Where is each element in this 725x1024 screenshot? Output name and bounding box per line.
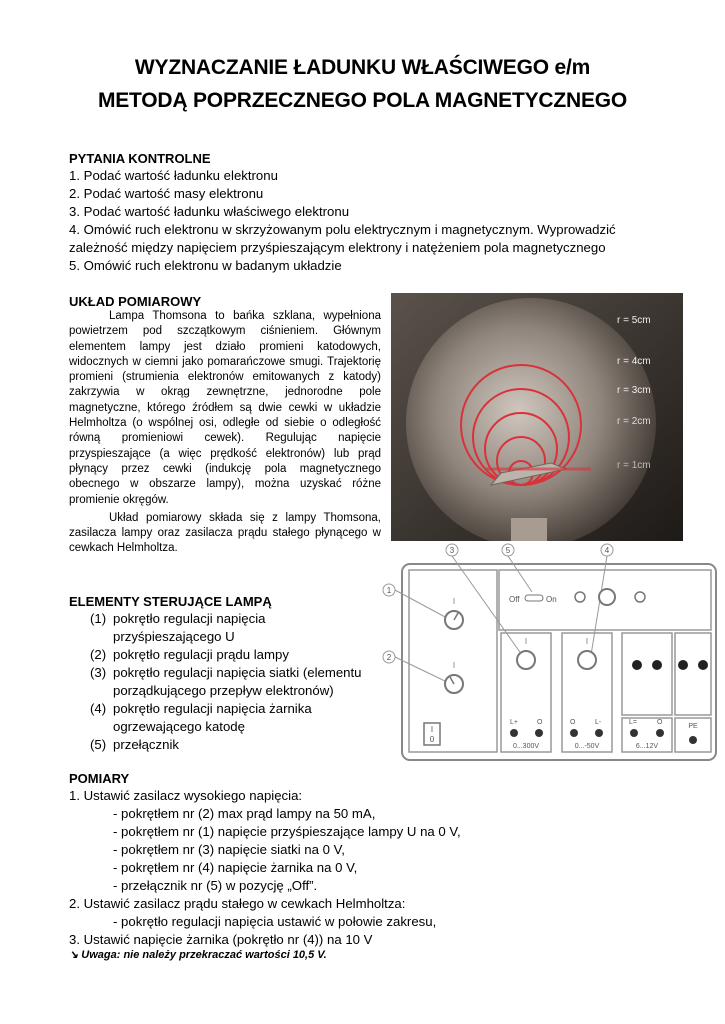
setup-paragraph-2: Układ pomiarowy składa się z lampy Thomsona, zasilacza lampy oraz zasilacza prądu stałego płynącego w cewkach Helmholtza. <box>69 511 381 555</box>
radius-label: r = 3cm <box>617 385 651 396</box>
terminal-socket[interactable] <box>535 729 543 737</box>
power-supply-panel-diagram <box>377 540 719 766</box>
socket[interactable] <box>698 660 708 670</box>
knob-4-mark: I <box>585 637 589 646</box>
warning-arrow-icon: ↘ <box>69 949 79 961</box>
measurement-line: - pokrętłem nr (3) napięcie siatki na 0 V, <box>113 842 345 857</box>
terminal-label: O <box>537 719 543 726</box>
terminal-socket[interactable] <box>510 729 518 737</box>
measurement-line: - pokrętło regulacji napięcia ustawić w połowie zakresu, <box>113 914 437 929</box>
switch-5-off-on[interactable] <box>525 595 543 601</box>
measurement-line: - pokrętłem nr (4) napięcie żarnika na 0 V, <box>113 860 358 875</box>
control-item-num: (2) <box>90 647 107 662</box>
callout-4-label: 4 <box>604 546 610 555</box>
terminal-socket[interactable] <box>595 729 603 737</box>
terminal-range: 0...-50V <box>574 743 600 750</box>
socket[interactable] <box>652 660 662 670</box>
measurement-line: 3. Ustawić napięcie żarnika (pokrętło nr (4)) na 10 V <box>69 932 373 947</box>
measurement-line: - przełącznik nr (5) w pozycję „Off”. <box>113 878 318 893</box>
controls-heading: ELEMENTY STERUJĄCE LAMPĄ <box>69 594 272 609</box>
radius-label: r = 2cm <box>617 416 651 427</box>
terminal-label: L- <box>595 719 602 726</box>
control-item-text: pokrętło regulacji napięcia żarnika <box>113 701 312 716</box>
knob-1-mark: I <box>452 597 456 606</box>
control-item-num: (4) <box>90 701 107 716</box>
terminal-socket[interactable] <box>570 729 578 737</box>
measurements-heading: POMIARY <box>69 771 130 786</box>
control-item-num: (1) <box>90 611 107 626</box>
control-item-text: porządkującego przepływ elektronów) <box>113 683 334 698</box>
control-item-num: (5) <box>90 737 107 752</box>
measurement-line: 1. Ustawić zasilacz wysokiego napięcia: <box>69 788 303 803</box>
socket[interactable] <box>678 660 688 670</box>
question-item: 2. Podać wartość masy elektronu <box>69 186 264 201</box>
question-item: 5. Omówić ruch elektronu w badanym układzie <box>69 258 342 273</box>
knob-2-mark: I <box>452 661 456 670</box>
terminal-range: 6...12V <box>635 743 659 750</box>
indicator-light <box>635 592 645 602</box>
question-item: 4. Omówić ruch elektronu w skrzyżowanym polu elektrycznym i magnetycznym. Wyprowadzić <box>69 222 616 237</box>
control-item-text: pokrętło regulacji napięcia siatki (elementu <box>113 665 362 680</box>
question-item: zależność między napięciem przyśpieszającym elektrony i natężeniem pola magnetycznego <box>69 240 606 255</box>
warning-note <box>69 948 327 961</box>
measurement-line: - pokrętłem nr (2) max prąd lampy na 50 mA, <box>113 806 376 821</box>
terminal-label: O <box>657 719 663 726</box>
callout-1-label: 1 <box>386 586 392 595</box>
control-item-text: pokrętło regulacji prądu lampy <box>113 647 289 662</box>
mains-switch-on-label: I <box>430 725 434 734</box>
knob-3-grid-voltage[interactable] <box>517 651 535 669</box>
warning-text: Uwaga: nie należy przekraczać wartości 10,5 V. <box>81 949 327 961</box>
terminal-label: O <box>570 719 576 726</box>
knob-4-filament-voltage[interactable] <box>578 651 596 669</box>
terminal-socket[interactable] <box>656 729 664 737</box>
measurement-line: 2. Ustawić zasilacz prądu stałego w cewkach Helmholtza: <box>69 896 406 911</box>
question-item: 1. Podać wartość ładunku elektronu <box>69 168 278 183</box>
control-item-text: pokrętło regulacji napięcia <box>113 611 266 626</box>
callout-2-label: 2 <box>386 653 392 662</box>
terminal-range: 0...300V <box>512 743 540 750</box>
title-line-2: METODĄ POPRZECZNEGO POLA MAGNETYCZNEGO <box>97 89 628 112</box>
setup-heading: UKŁAD POMIAROWY <box>69 294 202 309</box>
setup-text <box>69 309 381 557</box>
indicator-light <box>575 592 585 602</box>
terminal-label: L= <box>629 719 637 726</box>
callout-3-label: 3 <box>449 546 455 555</box>
thomson-tube-photo <box>391 293 683 541</box>
switch-off-label: Off <box>509 595 520 604</box>
question-item: 3. Podać wartość ładunku właściwego elektronu <box>69 204 350 219</box>
switch-on-label: On <box>546 595 557 604</box>
callout-5-label: 5 <box>505 546 511 555</box>
pe-socket[interactable] <box>689 736 697 744</box>
questions-heading: PYTANIA KONTROLNE <box>69 151 211 166</box>
radius-label: r = 5cm <box>617 315 651 326</box>
knob-3-mark: I <box>524 637 528 646</box>
setup-paragraph-1: Lampa Thomsona to bańka szklana, wypełniona powietrzem pod szczątkowym ciśnieniem. Głównym elementem lampy jest działo promieni katodowych, widocznych w ciemni jako pomarańczowe smugi. Trajektorię promieni (strumienia elektronów emitowanych z katody) zakrzywia w okrąg zewnętrzne, jednorodne pole magnetyczne, którego źródłem są dwie cewki w układzie Helmholtza (o wspólnej osi, odległe od siebie o odległość równą promieniowi cewek). Regulując napięcie przyspieszające (a więc prędkość elektronów) lub prąd płynący przez cewki (indukcję pola magnetycznego obecnego w obszarze lampy), można uzyskać różne promienie okręgów. <box>69 310 381 506</box>
terminal-label: L+ <box>510 719 518 726</box>
mains-switch-off-label: 0 <box>429 735 435 744</box>
control-item-text: przełącznik <box>113 737 179 752</box>
measurement-line: - pokrętłem nr (1) napięcie przyśpieszające lampy U na 0 V, <box>113 824 461 839</box>
radius-label: r = 4cm <box>617 356 651 367</box>
pe-label: PE <box>688 723 698 730</box>
title-line-1: WYZNACZANIE ŁADUNKU WŁAŚCIWEGO e/m <box>134 56 591 79</box>
control-item-text: ogrzewającego katodę <box>113 719 245 734</box>
panel-knob[interactable] <box>599 589 615 605</box>
radius-label: r = 1cm <box>617 460 651 471</box>
socket[interactable] <box>632 660 642 670</box>
control-item-text: przyśpieszającego U <box>113 629 235 644</box>
control-item-num: (3) <box>90 665 107 680</box>
terminal-socket[interactable] <box>630 729 638 737</box>
